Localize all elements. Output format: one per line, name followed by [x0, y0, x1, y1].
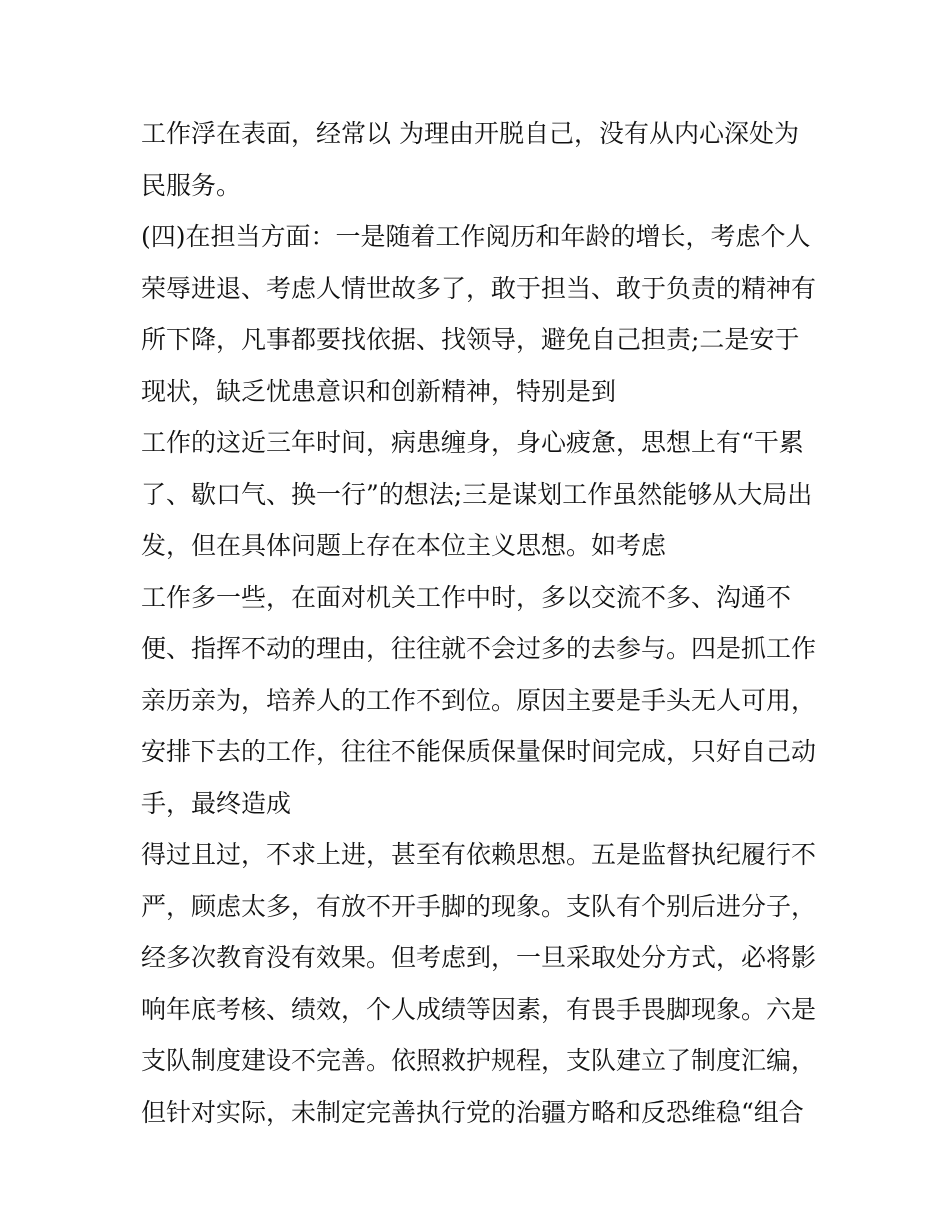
text-line-18: 响年底考核、绩效，个人成绩等因素，有畏手畏脚现象。六是	[141, 994, 817, 1024]
text-line-2: 民服务。	[141, 170, 242, 200]
text-line-16: 严，顾虑太多，有放不开手脚的现象。支队有个别后进分子，	[141, 891, 817, 921]
text-line-15: 得过且过，不求上进，甚至有依赖思想。五是监督执纪履行不	[141, 840, 817, 869]
text-line-14: 手，最终造成	[141, 788, 292, 818]
body-text	[141, 108, 831, 1138]
text-line-5: 所下降，凡事都要找依据、找领导，避免自己担责;二是安于	[141, 325, 800, 354]
text-line-19: 支队制度建设不完善。依照救护规程，支队建立了制度汇编，	[141, 1046, 817, 1075]
text-line-17: 经多次教育没有效果。但考虑到，一旦采取处分方式，必将影	[141, 943, 817, 972]
text-line-3: (四)在担当方面：一是随着工作阅历和年龄的增长，考虑个人	[141, 222, 811, 251]
text-line-20: 但针对实际，未制定完善执行党的治疆方略和反恐维稳“组合	[141, 1097, 804, 1127]
text-line-11: 便、指挥不动的理由，往往就不会过多的去参与。四是抓工作	[141, 634, 817, 663]
text-line-7: 工作的这近三年时间，病患缠身，身心疲惫，思想上有“干累	[141, 428, 804, 457]
text-line-13: 安排下去的工作，往往不能保质保量保时间完成，只好自己动	[141, 737, 817, 766]
text-line-1: 工作浮在表面，经常以 为理由开脱自己，没有从内心深处为	[141, 119, 799, 148]
text-line-12: 亲历亲为，培养人的工作不到位。原因主要是手头无人可用，	[141, 685, 817, 715]
text-line-4: 荣辱进退、考虑人情世故多了，敢于担当、敢于负责的精神有	[141, 273, 817, 303]
text-line-8: 了、歇口气、换一行”的想法;三是谋划工作虽然能够从大局出	[141, 479, 813, 509]
text-line-10: 工作多一些，在面对机关工作中时，多以交流不多、沟通不	[141, 582, 792, 612]
text-line-9: 发，但在具体问题上存在本位主义思想。如考虑	[141, 531, 667, 560]
text-line-6: 现状，缺乏忧患意识和创新精神，特别是到	[141, 376, 617, 406]
